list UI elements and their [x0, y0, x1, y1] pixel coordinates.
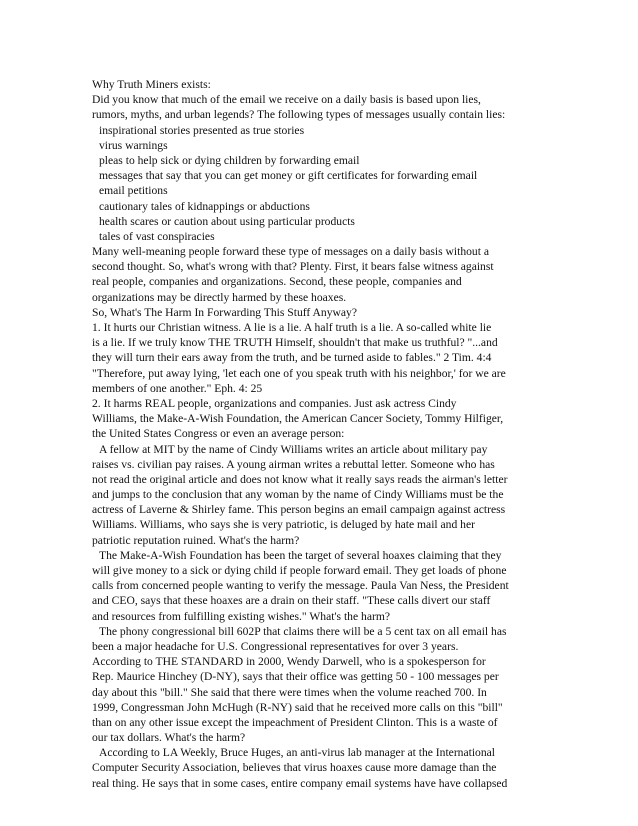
text-line: messages that say that you can get money or gift certificates for forwarding email	[99, 169, 478, 183]
text-line: they will turn their ears away from the truth, and be turned aside to fables." 2 Tim. 4:4	[92, 351, 492, 365]
text-line: 1. It hurts our Christian witness. A lie is a lie. A half truth is a lie. A so-called white lie	[92, 321, 492, 334]
text-line: Williams, the Make-A-Wish Foundation, the American Cancer Society, Tommy Hilfiger,	[92, 412, 504, 426]
document-page	[92, 77, 562, 791]
text-line: The Make-A-Wish Foundation has been the target of several hoaxes claiming that they	[99, 548, 502, 562]
text-line: been a major headache for U.S. Congressional representatives for over 3 years.	[92, 639, 459, 653]
text-line: actress of Laverne & Shirley fame. This person begins an email campaign against actress	[92, 503, 506, 517]
text-line: According to THE STANDARD in 2000, Wendy Darwell, who is a spokesperson for	[92, 655, 486, 669]
text-line: "Therefore, put away lying, 'let each one of you speak truth with his neighbor,' for we are	[92, 366, 506, 380]
text-line: 1999, Congressman John McHugh (R-NY) said that he received more calls on this "bill"	[92, 700, 503, 714]
text-line: health scares or caution about using particular products	[99, 214, 355, 228]
text-line: A fellow at MIT by the name of Cindy Williams writes an article about military pay	[99, 442, 488, 456]
text-line: the United States Congress or even an average person:	[92, 427, 345, 441]
text-line: email petitions	[99, 184, 168, 198]
text-line: calls from concerned people wanting to verify the message. Paula Van Ness, the President	[92, 579, 509, 593]
text-line: virus warnings	[99, 138, 168, 152]
text-line: Many well-meaning people forward these type of messages on a daily basis without a	[92, 245, 489, 259]
text-line: Rep. Maurice Hinchey (D-NY), says that their office was getting 50 - 100 messages per	[92, 670, 499, 684]
text-line: real people, companies and organizations. Second, these people, companies and	[92, 275, 462, 289]
text-line: The phony congressional bill 602P that claims there will be a 5 cent tax on all email has	[99, 624, 507, 638]
text-line: inspirational stories presented as true stories	[99, 123, 305, 137]
text-line: 2. It harms REAL people, organizations and companies. Just ask actress Cindy	[92, 396, 457, 410]
text-line: Why Truth Miners exists:	[92, 78, 211, 91]
text-line: organizations may be directly harmed by these hoaxes.	[92, 290, 347, 304]
text-line: and resources from fulfilling existing wishes." What's the harm?	[92, 609, 390, 623]
text-line: will give money to a sick or dying child if people forward email. They get loads of phone	[92, 564, 507, 577]
text-line: rumors, myths, and urban legends? The following types of messages usually contain lies:	[92, 108, 506, 122]
text-line: cautionary tales of kidnappings or abductions	[99, 199, 310, 213]
text-line: According to LA Weekly, Bruce Huges, an anti-virus lab manager at the International	[99, 746, 496, 760]
text-line: pleas to help sick or dying children by forwarding email	[99, 153, 360, 167]
text-line: is a lie. If we truly know THE TRUTH Himself, shouldn't that make us truthful? "...and	[92, 336, 498, 350]
text-line: raises vs. civilian pay raises. A young airman writes a rebuttal letter. Someone who has	[92, 457, 495, 471]
text-line: day about this "bill." She said that there were times when the volume reached 700. In	[92, 685, 487, 699]
text-line: not read the original article and does not know what it really says reads the airman's letter	[92, 472, 508, 486]
text-line: real thing. He says that in some cases, entire company email systems have have collapsed	[92, 776, 508, 790]
text-line: our tax dollars. What's the harm?	[92, 731, 246, 745]
text-line: and jumps to the conclusion that any woman by the name of Cindy Williams must be the	[92, 488, 504, 502]
text-line: Did you know that much of the email we receive on a daily basis is based upon lies,	[92, 93, 481, 107]
text-line: Williams. Williams, who says she is very patriotic, is deluged by hate mail and her	[92, 518, 475, 532]
text-line: Computer Security Association, believes that virus hoaxes cause more damage than the	[92, 761, 497, 775]
text-line: members of one another." Eph. 4: 25	[92, 381, 263, 395]
text-line: second thought. So, what's wrong with that? Plenty. First, it bears false witness against	[92, 260, 494, 274]
text-line: tales of vast conspiracies	[99, 229, 215, 243]
text-line: and CEO, says that these hoaxes are a drain on their staff. "These calls divert our staff	[92, 594, 491, 608]
text-line: So, What's The Harm In Forwarding This Stuff Anyway?	[92, 305, 357, 319]
text-line: than on any other issue except the impeachment of President Clinton. This is a waste of	[92, 715, 498, 729]
text-line: patriotic reputation ruined. What's the harm?	[92, 533, 300, 547]
